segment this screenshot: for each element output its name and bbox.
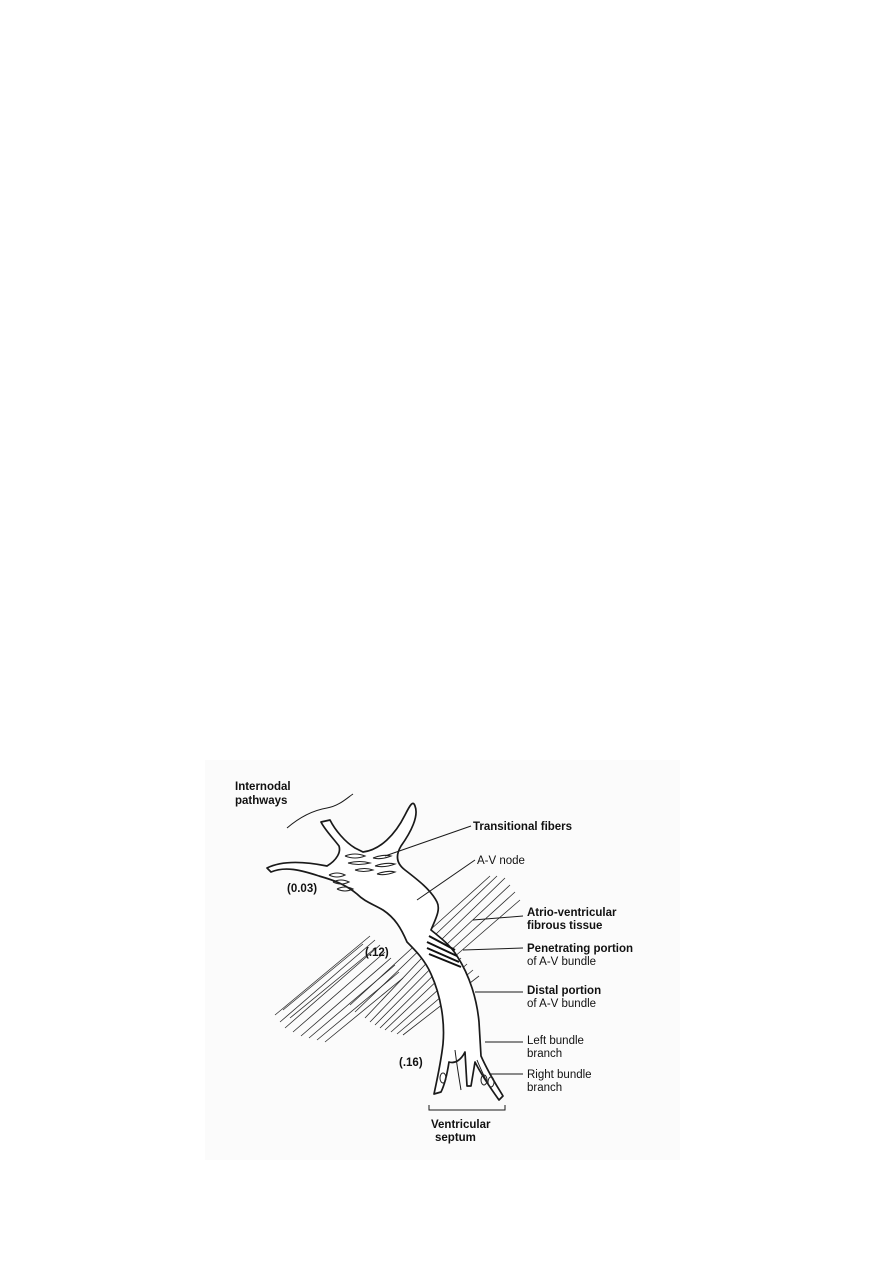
label-fibrous-1: Atrio-ventricular: [527, 907, 617, 919]
timing-0-16: (.16): [399, 1057, 423, 1069]
internodal-brace: [287, 794, 353, 828]
diagram-svg: [205, 760, 680, 1160]
timing-0-12: (.12): [365, 947, 389, 959]
label-transitional-fibers: Transitional fibers: [473, 821, 573, 833]
septum-brace: [429, 1105, 505, 1110]
label-internodal-2: pathways: [235, 795, 288, 807]
label-left-bundle-2: branch: [527, 1048, 563, 1060]
label-distal-1: Distal portion: [527, 985, 602, 997]
label-septum-1: Ventricular: [431, 1119, 491, 1131]
label-right-bundle-2: branch: [527, 1082, 563, 1094]
label-av-node: A-V node: [477, 855, 525, 867]
label-right-bundle-1: Right bundle: [527, 1069, 592, 1081]
timing-0-03: (0.03): [287, 883, 318, 895]
label-left-bundle-1: Left bundle: [527, 1035, 584, 1047]
label-septum-2: septum: [435, 1132, 476, 1144]
label-penetrating-1: Penetrating portion: [527, 943, 634, 955]
label-distal-2: of A-V bundle: [527, 998, 597, 1010]
av-conduction-diagram: [205, 760, 680, 1160]
label-penetrating-2: of A-V bundle: [527, 956, 597, 968]
label-fibrous-2: fibrous tissue: [527, 920, 603, 932]
label-internodal-1: Internodal: [235, 781, 291, 793]
